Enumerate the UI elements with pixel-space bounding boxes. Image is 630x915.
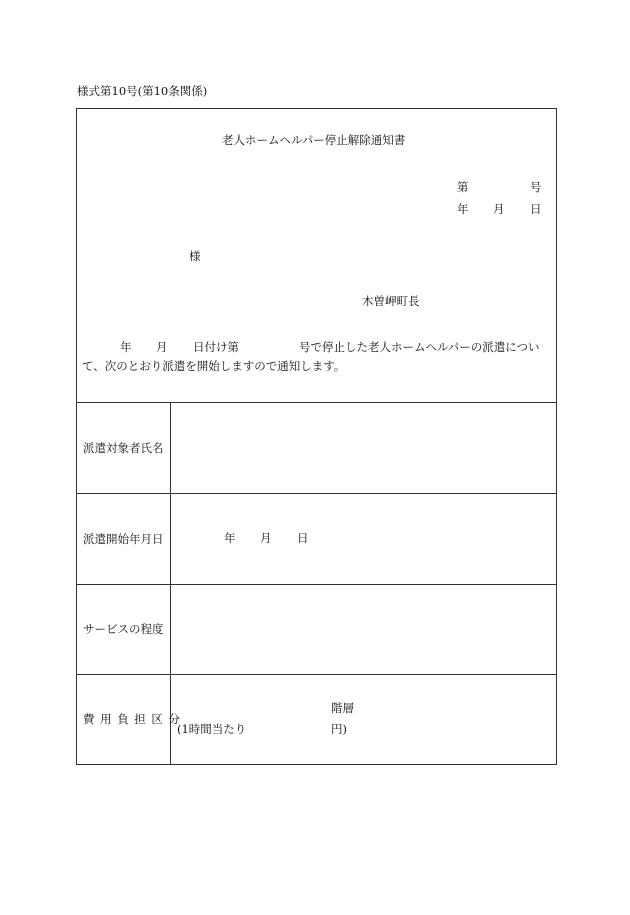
- cost-yen: 円): [331, 722, 347, 736]
- notice-header-section: [77, 109, 556, 403]
- cost-value: [171, 674, 556, 764]
- subject-name-label: 派遣対象者氏名: [83, 441, 164, 455]
- body-line2: て、次のとおり派遣を開始しますので通知します。: [82, 359, 346, 373]
- start-date-month: 月: [260, 531, 272, 545]
- service-level-row: [77, 584, 556, 675]
- cost-label: 費用負担区分: [83, 712, 186, 726]
- form-number-label: 様式第10号(第10条関係): [77, 84, 208, 98]
- cost-label-cell: [77, 674, 186, 764]
- cost-tier: 階層: [331, 701, 354, 715]
- date-year: 年: [457, 202, 469, 216]
- recipient-suffix: 様: [189, 249, 201, 263]
- date-day: 日: [530, 202, 542, 216]
- number-prefix: 第: [457, 180, 469, 194]
- cost-row: [77, 674, 556, 764]
- start-date-label-cell: [77, 494, 171, 584]
- service-level-value: [171, 584, 556, 674]
- start-date-row: [77, 494, 556, 585]
- body-year: 年: [120, 340, 132, 354]
- body-line1-rest: 号で停止した老人ホームヘルパーの派遣につい: [299, 340, 540, 354]
- date-month: 月: [493, 202, 505, 216]
- subject-name-label-cell: [77, 403, 171, 493]
- start-date-day: 日: [297, 531, 309, 545]
- service-level-label: サービスの程度: [83, 622, 164, 636]
- body-month: 月: [156, 340, 168, 354]
- notice-form: [76, 108, 557, 765]
- issuer-name: 木曽岬町長: [362, 294, 420, 308]
- subject-name-row: [77, 403, 556, 494]
- subject-name-value: [171, 403, 556, 493]
- cost-per-hour: (1時間当たり: [177, 722, 247, 736]
- service-level-label-cell: [77, 584, 171, 674]
- number-suffix: 号: [530, 180, 542, 194]
- start-date-year: 年: [224, 531, 236, 545]
- document-title: 老人ホームヘルパー停止解除通知書: [222, 133, 406, 147]
- start-date-label: 派遣開始年月日: [83, 532, 164, 546]
- start-date-value: [171, 494, 556, 584]
- body-dated: 日付け第: [193, 340, 239, 354]
